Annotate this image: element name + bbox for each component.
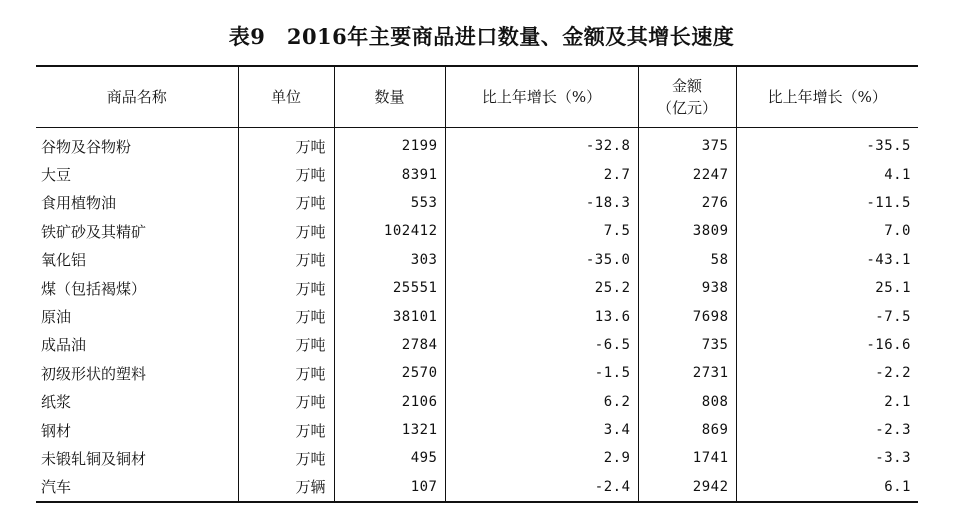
- cell-unit: 万吨: [238, 246, 334, 274]
- cell-name: 食用植物油: [36, 189, 238, 217]
- header-amount: [638, 66, 736, 128]
- cell-amt-growth: -11.5: [866, 194, 911, 211]
- cell-amount: 2942: [638, 473, 736, 502]
- cell-qty-growth: 7.5: [445, 217, 638, 245]
- cell-quantity: 38101: [334, 302, 445, 330]
- cell-amt-growth: 2.1: [884, 393, 911, 410]
- cell-unit: 万吨: [238, 128, 334, 161]
- cell-amt-growth: 25.1: [875, 280, 911, 297]
- cell-quantity: 25551: [334, 274, 445, 302]
- cell-amount: 58: [638, 246, 736, 274]
- cell-amount: 375: [638, 128, 736, 161]
- cell-amt-growth: -2.3: [875, 422, 911, 439]
- cell-amount: 869: [638, 416, 736, 444]
- cell-qty-growth: 2.7: [445, 160, 638, 188]
- cell-unit: 万吨: [238, 217, 334, 245]
- header-row: [36, 66, 918, 128]
- cell-amt-growth: -43.1: [866, 251, 911, 268]
- cell-name: 初级形状的塑料: [36, 359, 238, 387]
- table-row: [36, 388, 918, 416]
- cell-amount: 2731: [638, 359, 736, 387]
- table-row: [36, 128, 918, 161]
- cell-amt-growth: 6.1: [884, 478, 911, 495]
- header-name: 商品名称: [36, 66, 238, 128]
- cell-amount: 735: [638, 331, 736, 359]
- cell-qty-growth: 25.2: [445, 274, 638, 302]
- table-title: 表9 2016年主要商品进口数量、金额及其增长速度: [228, 24, 735, 49]
- cell-name: 成品油: [36, 331, 238, 359]
- cell-quantity: 2199: [334, 128, 445, 161]
- header-qty-growth: 比上年增长（%）: [445, 66, 638, 128]
- table-row: [36, 473, 918, 502]
- cell-quantity: 8391: [334, 160, 445, 188]
- header-amount-line2: （亿元）: [656, 99, 717, 117]
- cell-amount: 938: [638, 274, 736, 302]
- cell-qty-growth: 3.4: [445, 416, 638, 444]
- cell-qty-growth: -6.5: [445, 331, 638, 359]
- cell-amt-growth: -35.5: [866, 138, 911, 155]
- cell-qty-growth: 6.2: [445, 388, 638, 416]
- header-unit: 单位: [238, 66, 334, 128]
- cell-unit: 万吨: [238, 359, 334, 387]
- cell-unit: 万吨: [238, 189, 334, 217]
- table-row: [36, 416, 918, 444]
- cell-amount: 2247: [638, 160, 736, 188]
- cell-name: 氧化铝: [36, 246, 238, 274]
- cell-amt-growth: -16.6: [866, 336, 911, 353]
- cell-amt-growth: 4.1: [884, 166, 911, 183]
- cell-amt-growth: -2.2: [875, 365, 911, 382]
- cell-qty-growth: -18.3: [445, 189, 638, 217]
- cell-qty-growth: 13.6: [445, 302, 638, 330]
- cell-name: 煤（包括褐煤）: [36, 274, 238, 302]
- table-row: [36, 274, 918, 302]
- table-row: [36, 246, 918, 274]
- cell-amt-growth: -7.5: [875, 308, 911, 325]
- cell-unit: 万吨: [238, 416, 334, 444]
- table-row: [36, 302, 918, 330]
- cell-amount: 276: [638, 189, 736, 217]
- cell-qty-growth: -1.5: [445, 359, 638, 387]
- cell-quantity: 102412: [334, 217, 445, 245]
- cell-quantity: 1321: [334, 416, 445, 444]
- cell-name: 钢材: [36, 416, 238, 444]
- cell-qty-growth: -32.8: [445, 128, 638, 161]
- cell-quantity: 2570: [334, 359, 445, 387]
- cell-name: 未锻轧铜及铜材: [36, 444, 238, 472]
- header-amount-line1: 金额: [671, 77, 702, 95]
- table-row: [36, 359, 918, 387]
- cell-qty-growth: -2.4: [445, 473, 638, 502]
- cell-unit: 万吨: [238, 302, 334, 330]
- cell-name: 铁矿砂及其精矿: [36, 217, 238, 245]
- cell-unit: 万吨: [238, 274, 334, 302]
- cell-amt-growth: 7.0: [884, 223, 911, 240]
- cell-quantity: 2784: [334, 331, 445, 359]
- cell-quantity: 553: [334, 189, 445, 217]
- header-quantity: 数量: [334, 66, 445, 128]
- import-table: [36, 65, 918, 503]
- cell-quantity: 303: [334, 246, 445, 274]
- cell-amount: 7698: [638, 302, 736, 330]
- cell-unit: 万辆: [238, 473, 334, 502]
- cell-name: 原油: [36, 302, 238, 330]
- cell-name: 汽车: [36, 473, 238, 502]
- header-amt-growth: 比上年增长（%）: [736, 66, 918, 128]
- cell-name: 大豆: [36, 160, 238, 188]
- cell-unit: 万吨: [238, 160, 334, 188]
- cell-quantity: 2106: [334, 388, 445, 416]
- table-row: [36, 189, 918, 217]
- table-row: [36, 331, 918, 359]
- cell-amt-growth: -3.3: [875, 450, 911, 467]
- cell-amount: 808: [638, 388, 736, 416]
- table-row: [36, 160, 918, 188]
- cell-unit: 万吨: [238, 331, 334, 359]
- cell-amount: 1741: [638, 444, 736, 472]
- cell-name: 谷物及谷物粉: [36, 128, 238, 161]
- cell-qty-growth: -35.0: [445, 246, 638, 274]
- cell-quantity: 495: [334, 444, 445, 472]
- cell-unit: 万吨: [238, 388, 334, 416]
- cell-unit: 万吨: [238, 444, 334, 472]
- table-row: [36, 444, 918, 472]
- cell-amount: 3809: [638, 217, 736, 245]
- cell-name: 纸浆: [36, 388, 238, 416]
- table-row: [36, 217, 918, 245]
- cell-qty-growth: 2.9: [445, 444, 638, 472]
- cell-quantity: 107: [334, 473, 445, 502]
- table-body: [36, 128, 918, 503]
